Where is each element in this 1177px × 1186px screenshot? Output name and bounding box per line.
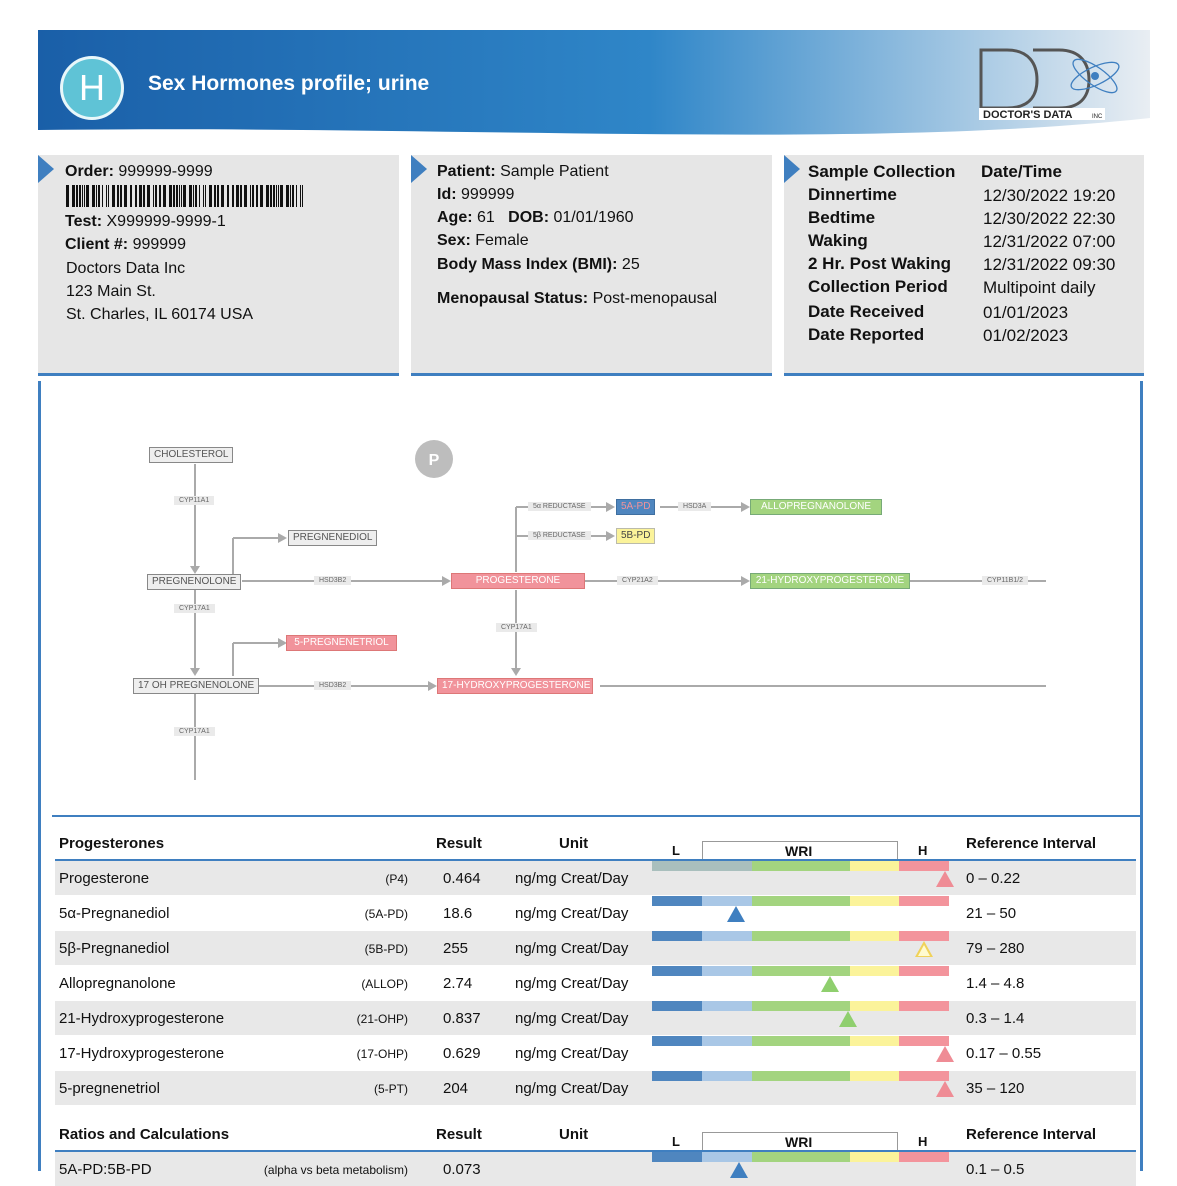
wri-segment [702, 1036, 752, 1046]
row-abbreviation: (alpha vs beta metabolism) [263, 1163, 408, 1177]
row-abbreviation: (5-PT) [374, 1082, 408, 1096]
enzyme-cyp17a1: CYP17A1 [174, 604, 215, 613]
wri-segment [652, 861, 702, 871]
row-name: 5A-PD:5B-PD [59, 1161, 152, 1178]
ratios-header-result: Result [436, 1126, 482, 1143]
collection-row-value: Multipoint daily [983, 278, 1096, 297]
wri-segment [752, 1001, 850, 1011]
badge-letter: H [79, 67, 105, 108]
collection-row-value: 12/31/2022 07:00 [983, 232, 1116, 251]
wri-segment [702, 861, 752, 871]
wri-segment [702, 1001, 752, 1011]
collection-row-label: 2 Hr. Post Waking [808, 254, 951, 273]
patient-panel [411, 155, 772, 376]
bmi-value: 25 [621, 256, 640, 273]
wri-segment [899, 1071, 949, 1081]
row-unit: ng/mg Creat/Day [515, 1045, 629, 1062]
age-label: Age: [437, 209, 473, 226]
enzyme-cyp17a1: CYP17A1 [174, 727, 215, 736]
table-row [55, 966, 1136, 1000]
wri-segment [850, 1036, 899, 1046]
table-header-name: Progesterones [59, 835, 165, 852]
enzyme-cyp17a1: CYP17A1 [496, 623, 537, 632]
wri-segment [850, 931, 899, 941]
wri-bar [652, 1152, 949, 1162]
row-reference: 0 – 0.22 [966, 870, 1021, 887]
node-5b-pd: 5B-PD [616, 528, 655, 544]
table-row [55, 861, 1136, 895]
enzyme-cyp11a1: CYP11A1 [174, 496, 214, 505]
row-result: 0.837 [443, 1010, 481, 1027]
node-allopregnanolone: ALLOPREGNANOLONE [750, 499, 882, 515]
logo-text: DOCTOR'S DATA [983, 109, 1073, 121]
enzyme-hsd3b2: HSD3B2 [314, 681, 351, 690]
id-label: Id: [437, 186, 457, 203]
enzyme-cyp21a2: CYP21A2 [617, 576, 658, 585]
row-unit: ng/mg Creat/Day [515, 1010, 629, 1027]
row-abbreviation: (21-OHP) [356, 1012, 408, 1026]
table-header-unit: Unit [559, 835, 589, 852]
result-marker-icon [936, 1081, 954, 1097]
collection-header: Sample Collection [808, 162, 956, 181]
table-row [55, 1036, 1136, 1070]
row-unit: ng/mg Creat/Day [515, 940, 629, 957]
row-name: 5α-Pregnanediol [59, 905, 170, 922]
collection-row-value: 01/02/2023 [983, 326, 1069, 345]
ratios-header-reference: Reference Interval [966, 1126, 1097, 1143]
result-marker-inner [918, 945, 930, 956]
wri-segment [752, 896, 850, 906]
panel-arrow-icon [784, 155, 800, 183]
wri-segment [652, 966, 702, 976]
wri-bar [652, 1001, 949, 1011]
node-17-oh-pregnenolone: 17 OH PREGNENOLONE [133, 678, 259, 694]
wri-bar [652, 966, 949, 976]
wri-segment [652, 1152, 702, 1162]
table-row [55, 1071, 1136, 1105]
order-label: Order: [65, 163, 114, 180]
datetime-header: Date/Time [981, 162, 1062, 181]
collection-row-label: Dinnertime [808, 185, 897, 204]
wri-segment [702, 1071, 752, 1081]
row-abbreviation: (5B-PD) [364, 942, 408, 956]
collection-row-label: Bedtime [808, 208, 876, 227]
wri-segment [652, 1001, 702, 1011]
row-abbreviation: (ALLOP) [361, 977, 408, 991]
row-result: 255 [443, 940, 469, 957]
sex-value: Female [475, 232, 529, 249]
node-cholesterol: CHOLESTEROL [149, 447, 233, 463]
row-abbreviation: (P4) [385, 872, 408, 886]
hormone-badge-icon [60, 56, 124, 120]
row-result: 204 [443, 1080, 469, 1097]
ratios-header-high: H [918, 1134, 928, 1149]
test-label: Test: [65, 213, 103, 230]
row-name: Progesterone [59, 870, 150, 887]
row-name: 21-Hydroxyprogesterone [59, 1010, 225, 1027]
row-result: 0.073 [443, 1161, 481, 1178]
collection-row-value: 12/30/2022 22:30 [983, 209, 1116, 228]
node-5a-pd: 5A-PD [616, 499, 655, 515]
wri-segment [899, 1001, 949, 1011]
row-name: 5-pregnenetriol [59, 1080, 160, 1097]
wri-segment [652, 1071, 702, 1081]
wri-segment [752, 861, 850, 871]
enzyme-5a-reductase: 5α REDUCTASE [528, 502, 591, 511]
page-title: Sex Hormones profile; urine [148, 72, 430, 95]
wri-segment [702, 931, 752, 941]
row-result: 18.6 [443, 905, 473, 922]
wri-bar [652, 931, 949, 941]
table-row [55, 1001, 1136, 1035]
result-marker-icon [821, 976, 839, 992]
wri-segment [850, 861, 899, 871]
wri-segment [752, 931, 850, 941]
wri-segment [850, 1152, 899, 1162]
enzyme-hsd3a: HSD3A [678, 502, 711, 511]
result-marker-icon [730, 1162, 748, 1178]
enzyme-cyp11b1-2: CYP11B1/2 [982, 576, 1028, 585]
wri-segment [702, 966, 752, 976]
panel-arrow-icon [38, 155, 54, 183]
barcode-icon [66, 185, 306, 207]
wri-segment [899, 1152, 949, 1162]
row-unit: ng/mg Creat/Day [515, 1080, 629, 1097]
sex-label: Sex: [437, 232, 471, 249]
table-header-reference: Reference Interval [966, 835, 1097, 852]
row-reference: 1.4 – 4.8 [966, 975, 1025, 992]
node-progesterone: PROGESTERONE [451, 573, 585, 589]
collection-row-label: Date Received [808, 302, 925, 321]
row-reference: 79 – 280 [966, 940, 1025, 957]
wri-segment [752, 1036, 850, 1046]
row-reference: 21 – 50 [966, 905, 1017, 922]
row-unit: ng/mg Creat/Day [515, 905, 629, 922]
result-marker-icon [727, 906, 745, 922]
row-name: 5β-Pregnanediol [59, 940, 170, 957]
wri-segment [752, 1152, 850, 1162]
table-header-high: H [918, 843, 928, 858]
table-header-wri: WRI [785, 843, 813, 859]
client-label: Client #: [65, 236, 129, 253]
row-abbreviation: (5A-PD) [364, 907, 408, 921]
wri-segment [850, 1071, 899, 1081]
wri-segment [899, 931, 949, 941]
collection-row-label: Date Reported [808, 325, 925, 344]
result-marker-icon [936, 871, 954, 887]
enzyme-hsd3b2: HSD3B2 [314, 576, 351, 585]
ratios-header-unit: Unit [559, 1126, 589, 1143]
panel-arrow-icon [411, 155, 427, 183]
steroid-pathway-diagram [0, 380, 1177, 810]
table-row [55, 896, 1136, 930]
dob-value: 01/01/1960 [553, 209, 634, 226]
node-17-hydroxyprogesterone: 17-HYDROXYPROGESTERONE [437, 678, 593, 694]
pathway-badge: P [428, 452, 440, 469]
dob-label: DOB: [508, 209, 550, 226]
wri-segment [652, 1036, 702, 1046]
wri-segment [899, 966, 949, 976]
doctors-data-logo [975, 42, 1127, 122]
menopausal-value: Post-menopausal [592, 290, 718, 307]
patient-value: Sample Patient [500, 163, 609, 180]
wri-segment [752, 1071, 850, 1081]
table-row [55, 1152, 1136, 1186]
row-name: 17-Hydroxyprogesterone [59, 1045, 225, 1062]
wri-segment [850, 966, 899, 976]
test-value: X999999-9999-1 [106, 213, 226, 230]
node-pregnenolone: PREGNENOLONE [147, 574, 241, 590]
enzyme-5b-reductase: 5β REDUCTASE [528, 531, 591, 540]
table-header-low: L [672, 843, 680, 858]
logo-inc: INC [1092, 114, 1103, 120]
ratios-header-wri: WRI [785, 1134, 813, 1150]
collection-row-label: Waking [808, 231, 868, 250]
collection-row-value: 12/30/2022 19:20 [983, 186, 1116, 205]
order-panel [38, 155, 399, 376]
row-abbreviation: (17-OHP) [356, 1047, 408, 1061]
row-name: Allopregnanolone [59, 975, 176, 992]
wri-bar [652, 861, 949, 871]
wri-segment [652, 896, 702, 906]
wri-segment [702, 896, 752, 906]
collection-row-label: Collection Period [808, 277, 948, 296]
wri-segment [899, 861, 949, 871]
age-value: 61 [477, 209, 495, 226]
table-row [55, 931, 1136, 965]
id-value: 999999 [461, 186, 515, 203]
patient-label: Patient: [437, 163, 496, 180]
address-line: St. Charles, IL 60174 USA [66, 306, 254, 323]
wri-bar [652, 896, 949, 906]
wri-segment [899, 896, 949, 906]
collection-panel [784, 155, 1144, 376]
row-result: 0.629 [443, 1045, 481, 1062]
wri-segment [752, 966, 850, 976]
result-marker-icon [936, 1046, 954, 1062]
collection-row-value: 01/01/2023 [983, 303, 1069, 322]
client-value: 999999 [132, 236, 186, 253]
wri-segment [850, 896, 899, 906]
row-unit: ng/mg Creat/Day [515, 975, 629, 992]
wri-segment [702, 1152, 752, 1162]
row-result: 2.74 [443, 975, 473, 992]
menopausal-label: Menopausal Status: [437, 290, 589, 307]
wri-bar [652, 1036, 949, 1046]
node-21-hydroxyprogesterone: 21-HYDROXYPROGESTERONE [750, 573, 910, 589]
frame-divider [52, 815, 1140, 817]
wri-segment [652, 931, 702, 941]
node-5-pregnenetriol: 5-PREGNENETRIOL [286, 635, 397, 651]
bmi-label: Body Mass Index (BMI): [437, 256, 618, 273]
row-reference: 0.1 – 0.5 [966, 1161, 1025, 1178]
table-header-result: Result [436, 835, 482, 852]
wri-segment [899, 1036, 949, 1046]
row-reference: 35 – 120 [966, 1080, 1025, 1097]
result-marker-icon [839, 1011, 857, 1027]
address-line: 123 Main St. [66, 283, 156, 300]
row-unit: ng/mg Creat/Day [515, 870, 629, 887]
address-line: Doctors Data Inc [66, 260, 186, 277]
row-reference: 0.17 – 0.55 [966, 1045, 1042, 1062]
wri-bar [652, 1071, 949, 1081]
collection-row-value: 12/31/2022 09:30 [983, 255, 1116, 274]
row-reference: 0.3 – 1.4 [966, 1010, 1025, 1027]
wri-segment [850, 1001, 899, 1011]
row-result: 0.464 [443, 870, 481, 887]
ratios-header-name: Ratios and Calculations [59, 1126, 230, 1143]
ratios-header-low: L [672, 1134, 680, 1149]
node-pregnenediol: PREGNENEDIOL [288, 530, 377, 546]
order-value: 999999-9999 [118, 163, 213, 180]
